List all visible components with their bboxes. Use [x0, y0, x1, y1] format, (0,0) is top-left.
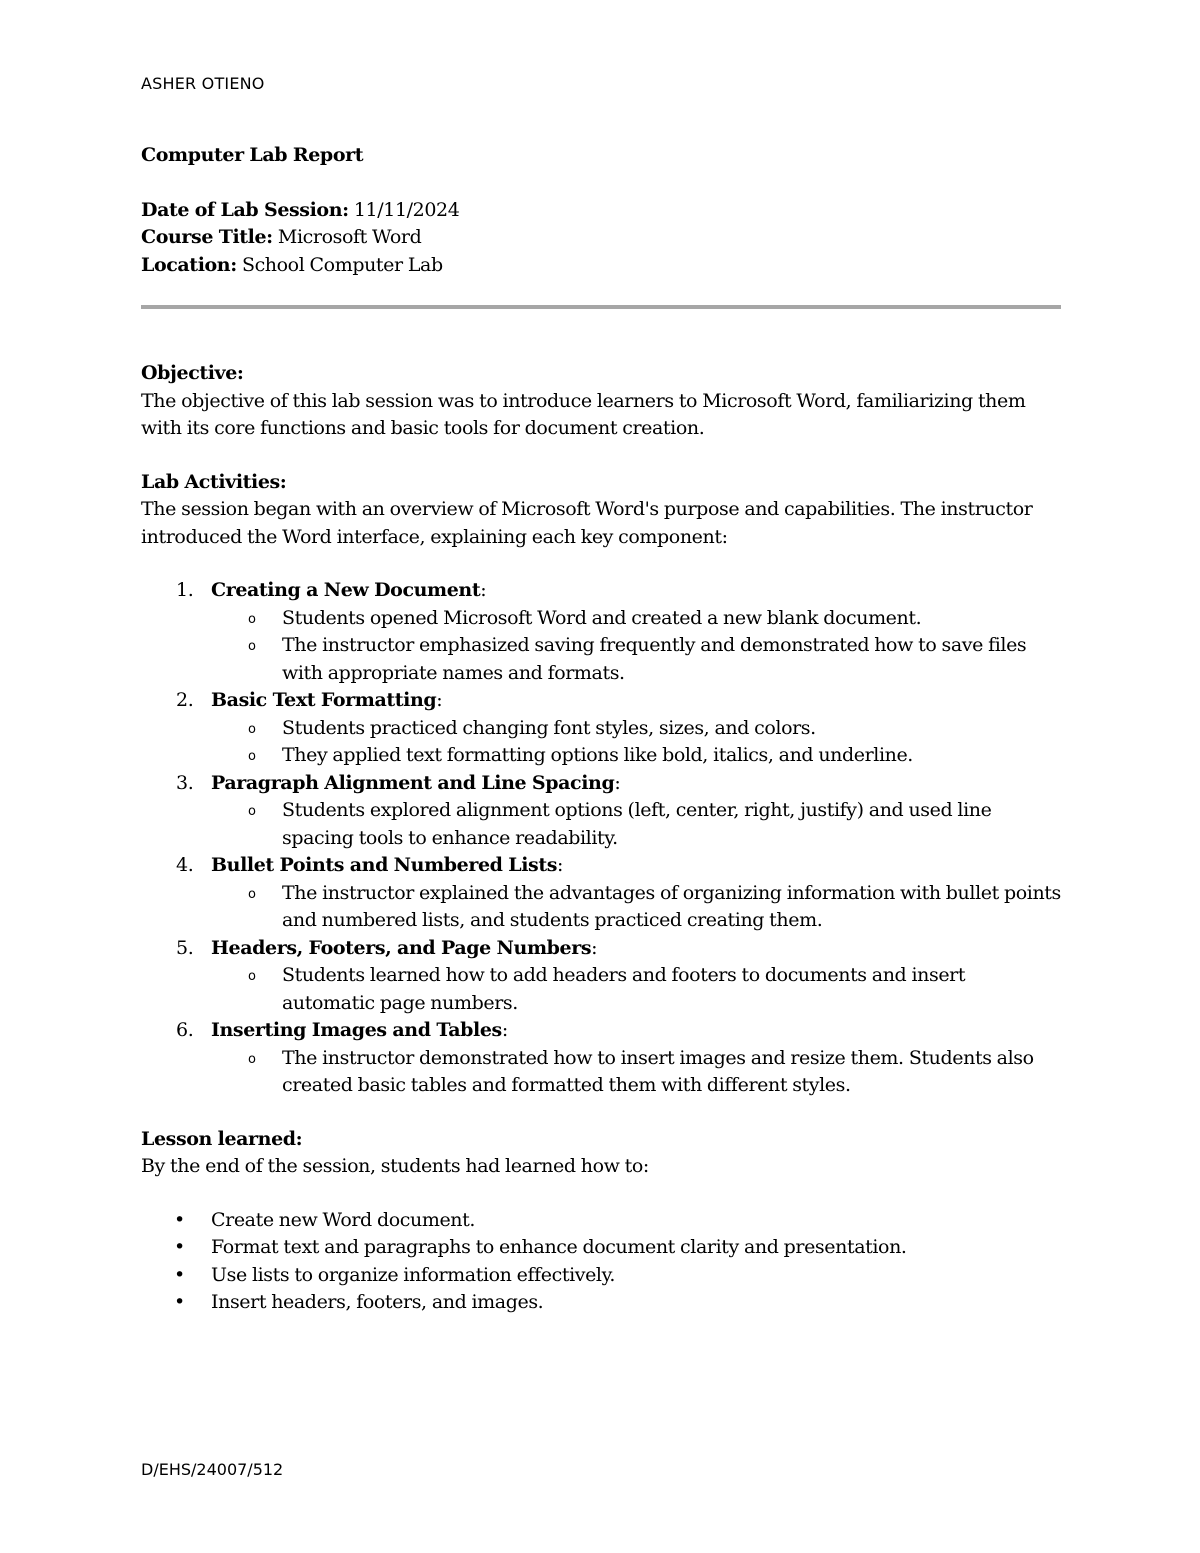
activity-number: 2.	[176, 689, 194, 711]
activity-point-text: Students explored alignment options (left, center, right, justify) and used line spacing tools to enhance readability.	[282, 799, 992, 849]
bullet-icon: •	[174, 1291, 185, 1313]
activity-points	[211, 962, 1061, 1017]
activity-point-text: Students opened Microsoft Word and created a new blank document.	[282, 606, 922, 629]
bullet-icon: •	[174, 1263, 185, 1286]
activity-number: 4.	[176, 854, 194, 876]
circle-bullet-icon: o	[248, 721, 256, 737]
page-header-name: ASHER OTIENO	[141, 74, 265, 93]
activity-points	[211, 797, 1061, 852]
meta-course-label: Course Title:	[141, 226, 273, 248]
lessons-intro: By the end of the session, students had learned how to:	[141, 1155, 649, 1177]
activity-point	[141, 742, 1061, 770]
activity-number: 5.	[176, 936, 194, 959]
activity-title-suffix: :	[591, 936, 598, 959]
activity-title-suffix: :	[614, 771, 621, 794]
activity-point-text: The instructor emphasized saving frequently and demonstrated how to save files with appropriate names and formats.	[282, 634, 1027, 684]
page-footer-id: D/EHS/24007/512	[141, 1460, 284, 1479]
activity-item	[141, 1017, 1061, 1100]
activity-point	[141, 715, 1061, 743]
activity-title: Basic Text Formatting	[211, 689, 437, 711]
objective-heading: Objective:	[141, 362, 244, 384]
circle-bullet-icon: o	[248, 804, 256, 819]
activity-item	[141, 577, 1061, 687]
meta-date-label: Date of Lab Session:	[141, 198, 349, 221]
activity-title: Headers, Footers, and Page Numbers	[211, 936, 592, 959]
activity-number: 1.	[176, 579, 194, 601]
lesson-item	[141, 1262, 1061, 1290]
circle-bullet-icon: o	[248, 1051, 256, 1067]
activity-point-text: The instructor demonstrated how to insert images and resize them. Students also created basic tables and formatted them with different styles.	[282, 1046, 1034, 1096]
activity-points	[211, 715, 1061, 770]
activity-point	[141, 797, 1061, 852]
lesson-item-text: Insert headers, footers, and images.	[211, 1291, 544, 1313]
meta-course-value: Microsoft Word	[272, 226, 422, 248]
meta-date-value: 11/11/2024	[348, 198, 460, 221]
activity-point	[141, 962, 1061, 1017]
activity-item	[141, 687, 1061, 770]
objective-text: The objective of this lab session was to introduce learners to Microsoft Word, familiarizing them with its core functions and basic tools for document creation.	[141, 389, 1026, 439]
circle-bullet-icon: o	[248, 969, 256, 984]
activity-point	[141, 880, 1061, 935]
meta-location	[141, 252, 1061, 280]
activity-point-text: Students learned how to add headers and footers to documents and insert automatic page numbers.	[282, 964, 966, 1014]
activities-heading: Lab Activities:	[141, 470, 287, 493]
lesson-item-text: Format text and paragraphs to enhance document clarity and presentation.	[211, 1236, 907, 1258]
activity-points	[211, 880, 1061, 935]
lesson-item-text: Use lists to organize information effectively.	[211, 1263, 616, 1286]
activity-point	[141, 632, 1061, 687]
activity-title: Creating a New Document	[211, 579, 481, 601]
lessons-list	[141, 1207, 1061, 1317]
activities-list	[141, 577, 1061, 1100]
activity-point-text: They applied text formatting options like bold, italics, and underline.	[282, 744, 913, 766]
lesson-item-text: Create new Word document.	[211, 1208, 476, 1231]
lesson-item	[141, 1234, 1061, 1262]
activity-number: 6.	[176, 1019, 194, 1041]
circle-bullet-icon: o	[248, 639, 256, 654]
activity-title-suffix: :	[436, 689, 443, 711]
bullet-icon: •	[174, 1236, 185, 1258]
bullet-icon: •	[174, 1208, 185, 1231]
activity-point	[141, 1045, 1061, 1100]
activity-point-text: The instructor explained the advantages of organizing information with bullet points and numbered lists, and students practiced creating them.	[282, 881, 1061, 931]
meta-date	[141, 197, 1061, 225]
activity-title: Inserting Images and Tables	[211, 1019, 502, 1041]
activity-points	[211, 1045, 1061, 1100]
circle-bullet-icon: o	[248, 749, 256, 764]
meta-location-label: Location:	[141, 253, 237, 276]
meta-location-value: School Computer Lab	[236, 253, 443, 276]
activity-point-text: Students practiced changing font styles, sizes, and colors.	[282, 716, 816, 739]
circle-bullet-icon: o	[248, 611, 256, 627]
activity-number: 3.	[176, 771, 194, 794]
activity-title-suffix: :	[480, 579, 487, 601]
lessons-heading: Lesson learned:	[141, 1127, 303, 1150]
report-title: Computer Lab Report	[141, 144, 364, 166]
activity-item	[141, 935, 1061, 1018]
meta-course	[141, 224, 1061, 252]
lesson-item	[141, 1207, 1061, 1235]
activity-title-suffix: :	[501, 1019, 508, 1041]
document-body	[141, 142, 1061, 1317]
circle-bullet-icon: o	[248, 886, 256, 902]
activity-item	[141, 770, 1061, 853]
activity-item	[141, 852, 1061, 935]
activities-intro: The session began with an overview of Microsoft Word's purpose and capabilities. The instructor introduced the Word interface, explaining each key component:	[141, 498, 1033, 548]
activity-title: Paragraph Alignment and Line Spacing	[211, 771, 615, 794]
activity-point	[141, 605, 1061, 633]
activity-points	[211, 605, 1061, 688]
activity-title-suffix: :	[557, 854, 564, 876]
lesson-item	[141, 1289, 1061, 1317]
activity-title: Bullet Points and Numbered Lists	[211, 854, 557, 876]
